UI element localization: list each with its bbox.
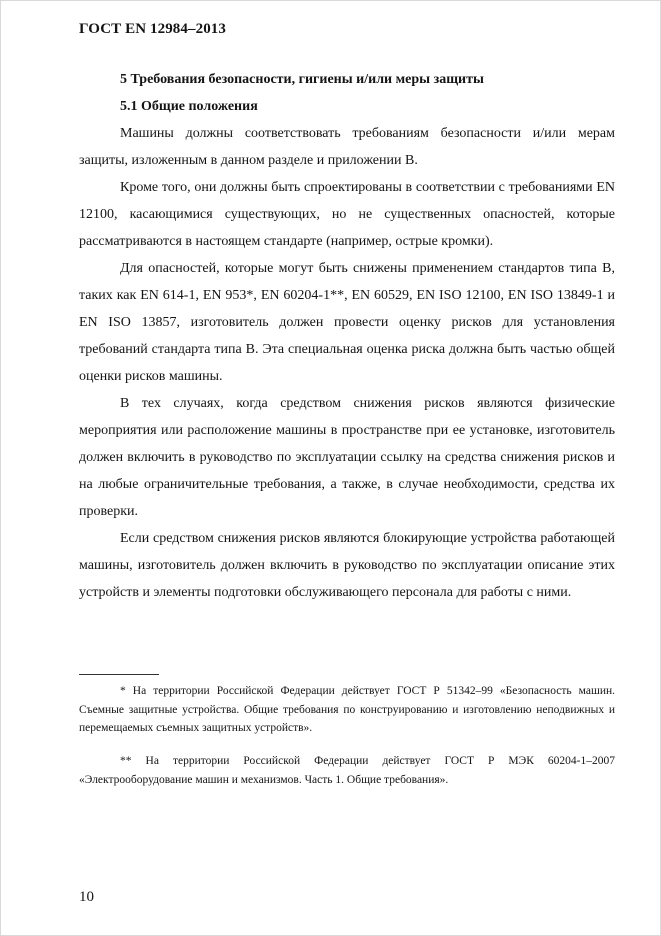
footnote: * На территории Российской Федерации действует ГОСТ Р 51342–99 «Безопасность машин. Съемные защитные устройства. Общие требования по конструированию и изготовлению неподвижных и перемещаемых съемных защитных устройств». <box>79 685 615 734</box>
page-number: 10 <box>79 889 94 905</box>
paragraph: Для опасностей, которые могут быть снижены применением стандартов типа В, таких как EN 614-1, EN 953*, EN 60204-1**, EN 60529, EN ISO 12100, EN ISO 13849-1 и EN ISO 13857, изготовитель должен провести оценку рисков для установления требований стандарта типа В. Эта специальная оценка риска должна быть частью общей оценки рисков машины. <box>79 261 615 384</box>
section-heading: 5 Требования безопасности, гигиены и/или меры защиты <box>120 72 484 87</box>
footnote: ** На территории Российской Федерации действует ГОСТ Р МЭК 60204-1–2007 «Электрооборудование машин и механизмов. Часть 1. Общие требования». <box>79 755 615 786</box>
paragraph: В тех случаях, когда средством снижения рисков являются физические мероприятия или расположение машины в пространстве при ее установке, изготовитель должен включить в руководство по эксплуатации ссылку на средства снижения рисков и на любые ограничительные требования, а также, в случае необходимости, средства их проверки. <box>79 396 615 519</box>
paragraph: Машины должны соответствовать требованиям безопасности и/или мерам защиты, изложенным в данном разделе и приложении В. <box>79 126 615 168</box>
footnote-divider <box>79 674 159 675</box>
document-body <box>79 66 615 606</box>
document-header: ГОСТ EN 12984–2013 <box>79 21 226 37</box>
paragraph: Кроме того, они должны быть спроектированы в соответствии с требованиями EN 12100, касающимися существующих, но не существенных опасностей, которые рассматриваются в настоящем стандарте (например, острые кромки). <box>79 180 615 249</box>
paragraph: Если средством снижения рисков являются блокирующие устройства работающей машины, изготовитель должен включить в руководство по эксплуатации описание этих устройств и элементы подготовки обслуживающего персонала для работы с ними. <box>79 531 615 600</box>
subsection-heading: 5.1 Общие положения <box>120 99 258 114</box>
